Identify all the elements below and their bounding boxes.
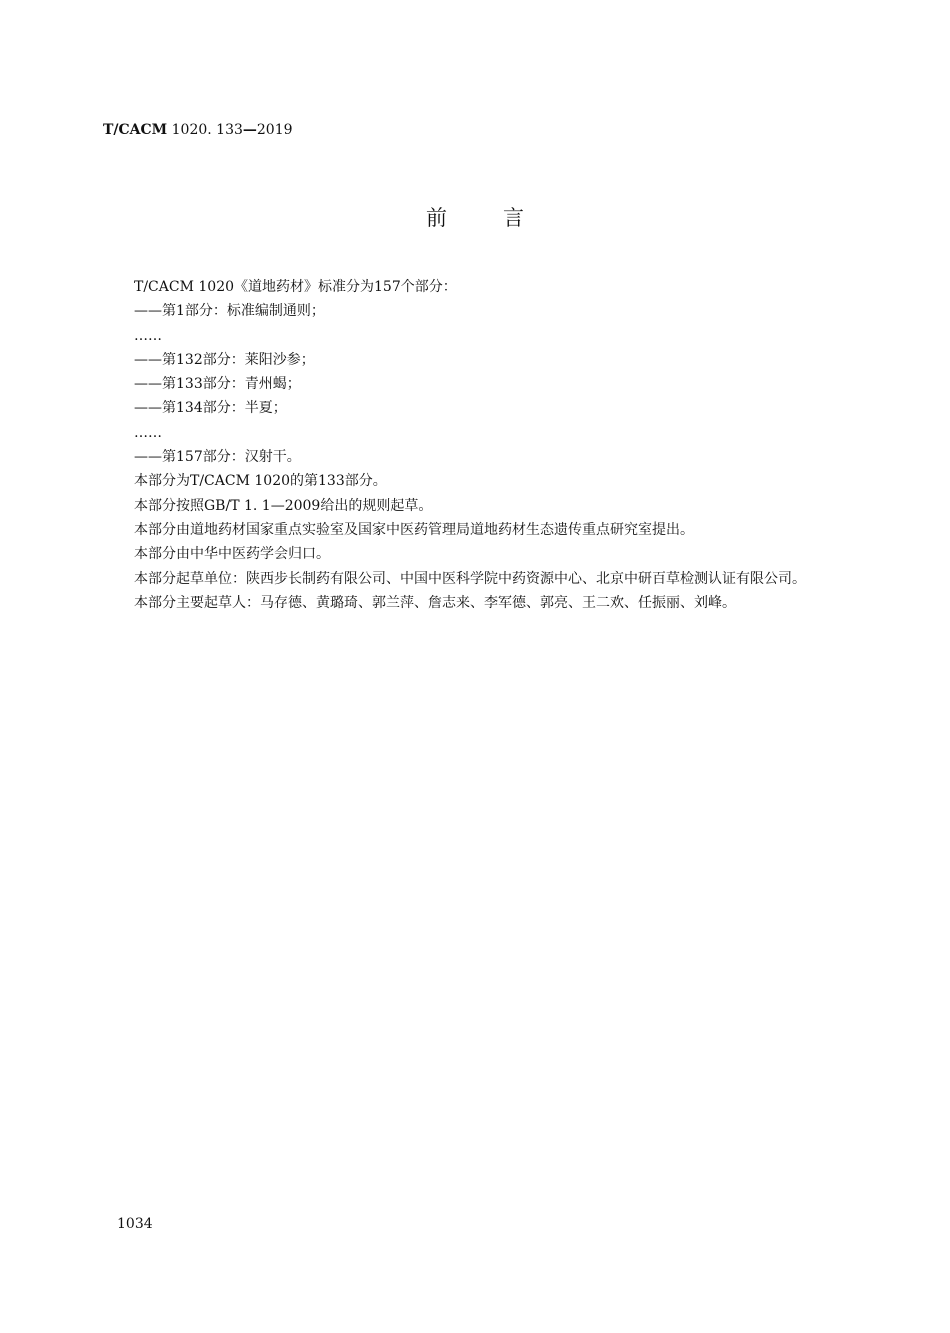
ellipsis-line: ……	[134, 327, 162, 344]
list-item-part-1: ——第1部分：标准编制通则；	[134, 303, 325, 320]
paragraph-parts-intro: T/CACM 1020《道地药材》标准分为157个部分：	[134, 279, 457, 295]
paragraph-centralized-by: 本部分由中华中医药学会归口。	[134, 546, 330, 563]
paragraph-this-part: 本部分为T/CACM 1020的第133部分。	[134, 473, 387, 490]
paragraph-drafting-units: 本部分起草单位：陕西步长制药有限公司、中国中医科学院中药资源中心、北京中研百草检测认证有限公司。	[134, 570, 806, 587]
standard-code	[103, 121, 293, 139]
list-item-part-133: ——第133部分：青州蝎；	[134, 376, 301, 393]
page-number: 1034	[117, 1216, 153, 1232]
foreword-body	[92, 275, 837, 615]
paragraph-drafters: 本部分主要起草人：马存德、黄璐琦、郭兰萍、詹志来、李军德、郭亮、王二欢、任振丽、刘峰。	[134, 594, 736, 611]
list-item-part-132: ——第132部分：莱阳沙参；	[134, 351, 315, 368]
list-item-part-157: ——第157部分：汉射干。	[134, 449, 301, 466]
paragraph-proposer: 本部分由道地药材国家重点实验室及国家中医药管理局道地药材生态遗传重点研究室提出。	[134, 521, 694, 538]
standard-code-prefix: T/CACM	[103, 122, 168, 138]
ellipsis-line: ……	[134, 424, 162, 441]
page-title: 前言	[426, 206, 580, 230]
paragraph-drafting-rules: 本部分按照GB/T 1. 1—2009给出的规则起草。	[134, 497, 433, 514]
standard-code-dash: —	[242, 122, 257, 138]
standard-code-number: 1020. 133	[167, 122, 243, 138]
standard-code-year: 2019	[256, 122, 293, 138]
list-item-part-134: ——第134部分：半夏；	[134, 400, 287, 417]
